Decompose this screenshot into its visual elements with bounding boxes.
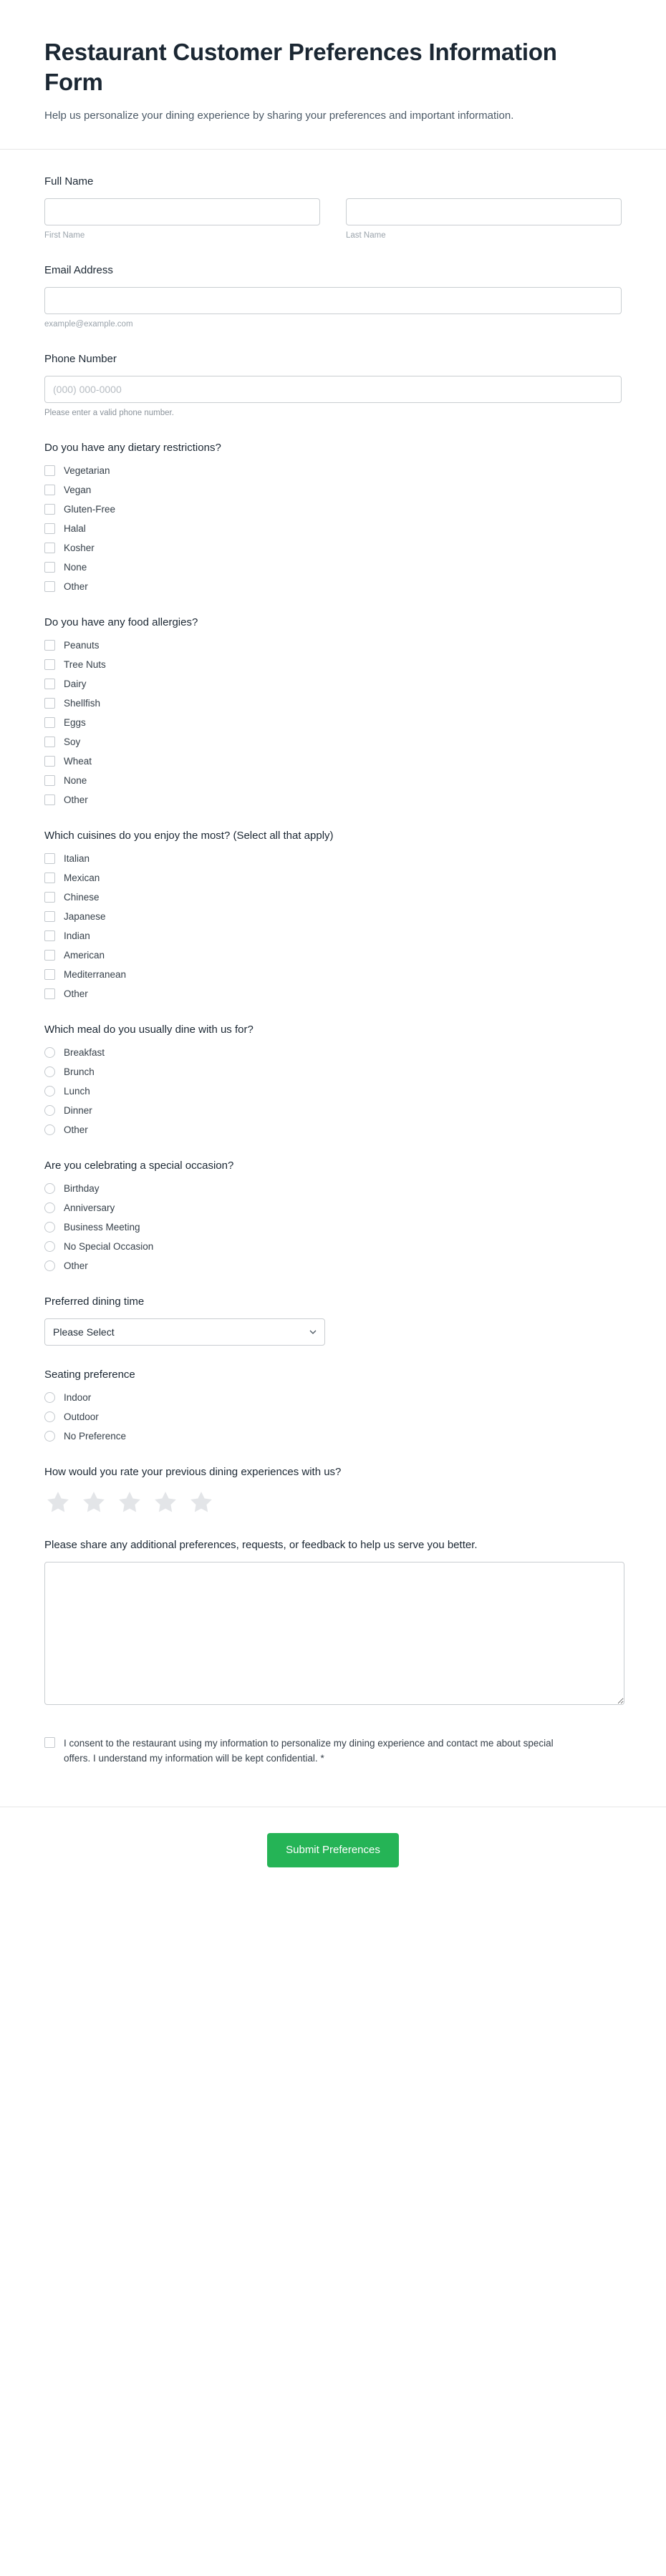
radio-row[interactable] bbox=[44, 1046, 622, 1059]
choice-label: Breakfast bbox=[64, 1046, 105, 1058]
dietary-label: Do you have any dietary restrictions? bbox=[44, 441, 221, 454]
checkbox-icon[interactable] bbox=[44, 640, 55, 651]
star-icon[interactable] bbox=[80, 1489, 107, 1516]
required-marker: * bbox=[320, 1753, 324, 1764]
radio-icon[interactable] bbox=[44, 1202, 55, 1213]
choice-label: Japanese bbox=[64, 910, 106, 922]
last-name-input[interactable] bbox=[346, 198, 622, 225]
choice-label: Soy bbox=[64, 736, 81, 747]
checkbox-icon[interactable] bbox=[44, 543, 55, 553]
radio-icon[interactable] bbox=[44, 1047, 55, 1058]
dining-time-select[interactable] bbox=[44, 1318, 325, 1346]
radio-icon[interactable] bbox=[44, 1431, 55, 1442]
submit-button[interactable]: Submit Preferences bbox=[267, 1833, 399, 1867]
star-icon[interactable] bbox=[188, 1489, 215, 1516]
choice-label: American bbox=[64, 949, 105, 961]
checkbox-icon[interactable] bbox=[44, 504, 55, 515]
choice-label: Business Meeting bbox=[64, 1221, 140, 1233]
rating-stars[interactable] bbox=[44, 1489, 622, 1516]
choice-label: Other bbox=[64, 794, 88, 805]
checkbox-icon[interactable] bbox=[44, 737, 55, 747]
checkbox-row[interactable] bbox=[44, 968, 622, 981]
choice-label: Indoor bbox=[64, 1391, 92, 1403]
checkbox-icon[interactable] bbox=[44, 679, 55, 689]
consent-checkbox-icon[interactable] bbox=[44, 1737, 55, 1748]
star-icon[interactable] bbox=[44, 1489, 72, 1516]
radio-icon[interactable] bbox=[44, 1086, 55, 1097]
field-cuisines bbox=[44, 828, 622, 1001]
last-name-group bbox=[346, 198, 622, 241]
field-dietary-restrictions bbox=[44, 440, 622, 593]
first-name-input[interactable] bbox=[44, 198, 320, 225]
checkbox-icon[interactable] bbox=[44, 562, 55, 573]
choice-label: Chinese bbox=[64, 891, 100, 903]
allergies-options bbox=[44, 639, 622, 807]
choice-label: Kosher bbox=[64, 542, 95, 553]
occasion-label: Are you celebrating a special occasion? bbox=[44, 1159, 234, 1172]
checkbox-icon[interactable] bbox=[44, 775, 55, 786]
meal-label: Which meal do you usually dine with us for? bbox=[44, 1023, 254, 1036]
field-phone bbox=[44, 351, 622, 419]
phone-field[interactable] bbox=[44, 376, 622, 403]
checkbox-row[interactable] bbox=[44, 503, 622, 516]
choice-label: Other bbox=[64, 988, 88, 999]
dietary-options bbox=[44, 465, 622, 593]
radio-row[interactable] bbox=[44, 1104, 622, 1117]
radio-icon[interactable] bbox=[44, 1105, 55, 1116]
checkbox-icon[interactable] bbox=[44, 659, 55, 670]
choice-label: No Special Occasion bbox=[64, 1240, 154, 1252]
checkbox-row[interactable] bbox=[44, 872, 622, 885]
cuisines-label: Which cuisines do you enjoy the most? (Select all that apply) bbox=[44, 829, 334, 842]
checkbox-icon[interactable] bbox=[44, 698, 55, 709]
choice-label: No Preference bbox=[64, 1430, 127, 1442]
checkbox-row[interactable] bbox=[44, 755, 622, 768]
page-title: Restaurant Customer Preferences Information Form bbox=[44, 39, 557, 96]
radio-row[interactable] bbox=[44, 1202, 622, 1215]
checkbox-row[interactable] bbox=[44, 852, 622, 865]
field-rating bbox=[44, 1464, 622, 1516]
choice-label: Shellfish bbox=[64, 697, 101, 709]
checkbox-icon[interactable] bbox=[44, 523, 55, 534]
page-subtitle: Help us personalize your dining experience by sharing your preferences and important information. bbox=[44, 110, 514, 122]
choice-label: Lunch bbox=[64, 1085, 90, 1097]
checkbox-row[interactable] bbox=[44, 949, 622, 962]
checkbox-row[interactable] bbox=[44, 484, 622, 497]
first-name-group bbox=[44, 198, 320, 241]
choice-label: Dairy bbox=[64, 678, 87, 689]
field-food-allergies bbox=[44, 615, 622, 807]
field-full-name bbox=[44, 174, 622, 241]
seating-options bbox=[44, 1391, 622, 1443]
choice-label: Indian bbox=[64, 930, 90, 941]
radio-row[interactable] bbox=[44, 1124, 622, 1137]
rating-label: How would you rate your previous dining experiences with us? bbox=[44, 1465, 342, 1478]
choice-label: Brunch bbox=[64, 1066, 95, 1077]
field-additional-comments bbox=[44, 1537, 622, 1709]
checkbox-icon[interactable] bbox=[44, 911, 55, 922]
checkbox-icon[interactable] bbox=[44, 581, 55, 592]
radio-icon[interactable] bbox=[44, 1124, 55, 1135]
form-body bbox=[0, 150, 666, 1788]
field-special-occasion bbox=[44, 1158, 622, 1273]
choice-label: Eggs bbox=[64, 716, 86, 728]
choice-label: Italian bbox=[64, 852, 90, 864]
radio-icon[interactable] bbox=[44, 1222, 55, 1233]
phone-sublabel: Please enter a valid phone number. bbox=[44, 408, 174, 417]
checkbox-row[interactable] bbox=[44, 697, 622, 710]
choice-label: Outdoor bbox=[64, 1411, 99, 1422]
checkbox-icon[interactable] bbox=[44, 717, 55, 728]
field-email bbox=[44, 263, 622, 330]
first-name-sublabel: First Name bbox=[44, 230, 85, 240]
choice-label: Tree Nuts bbox=[64, 658, 106, 670]
radio-icon[interactable] bbox=[44, 1392, 55, 1403]
full-name-label: Full Name bbox=[44, 175, 94, 188]
choice-label: Peanuts bbox=[64, 639, 100, 651]
choice-label: Mediterranean bbox=[64, 968, 127, 980]
email-field[interactable] bbox=[44, 287, 622, 314]
choice-label: Dinner bbox=[64, 1104, 92, 1116]
checkbox-row[interactable] bbox=[44, 736, 622, 749]
choice-label: Birthday bbox=[64, 1182, 100, 1194]
checkbox-icon[interactable] bbox=[44, 853, 55, 864]
checkbox-icon[interactable] bbox=[44, 873, 55, 883]
seating-label: Seating preference bbox=[44, 1368, 135, 1381]
checkbox-icon[interactable] bbox=[44, 756, 55, 767]
radio-icon[interactable] bbox=[44, 1241, 55, 1252]
checkbox-row[interactable] bbox=[44, 561, 622, 574]
additional-label: Please share any additional preferences, requests, or feedback to help us serve you better. bbox=[44, 1538, 478, 1551]
choice-label: Vegan bbox=[64, 484, 92, 495]
field-seating-preference bbox=[44, 1367, 622, 1443]
radio-icon[interactable] bbox=[44, 1411, 55, 1422]
choice-label: Other bbox=[64, 1260, 88, 1271]
radio-icon[interactable] bbox=[44, 1260, 55, 1271]
choice-label: None bbox=[64, 774, 87, 786]
choice-label: Anniversary bbox=[64, 1202, 115, 1213]
additional-textarea[interactable] bbox=[44, 1562, 624, 1705]
checkbox-row[interactable] bbox=[44, 580, 622, 593]
checkbox-row[interactable] bbox=[44, 891, 622, 904]
choice-label: Other bbox=[64, 1124, 88, 1135]
dining-time-label: Preferred dining time bbox=[44, 1295, 145, 1308]
checkbox-row[interactable] bbox=[44, 716, 622, 729]
full-name-row bbox=[44, 198, 622, 241]
star-icon[interactable] bbox=[152, 1489, 179, 1516]
checkbox-row[interactable] bbox=[44, 988, 622, 1001]
email-label: Email Address bbox=[44, 263, 113, 276]
checkbox-icon[interactable] bbox=[44, 892, 55, 903]
choice-label: Wheat bbox=[64, 755, 92, 767]
radio-icon[interactable] bbox=[44, 1183, 55, 1194]
consent-text-wrap bbox=[64, 1736, 565, 1766]
email-sublabel: example@example.com bbox=[44, 319, 133, 329]
checkbox-icon[interactable] bbox=[44, 794, 55, 805]
last-name-sublabel: Last Name bbox=[346, 230, 386, 240]
radio-row[interactable] bbox=[44, 1221, 622, 1234]
radio-row[interactable] bbox=[44, 1260, 622, 1273]
choice-label: Vegetarian bbox=[64, 465, 110, 476]
allergies-label: Do you have any food allergies? bbox=[44, 616, 198, 628]
consent-text: I consent to the restaurant using my information to personalize my dining experience and contact me about special offers. I understand my information will be kept confidential. bbox=[64, 1737, 554, 1764]
checkbox-icon[interactable] bbox=[44, 485, 55, 495]
checkbox-row[interactable] bbox=[44, 542, 622, 555]
checkbox-row[interactable] bbox=[44, 930, 622, 943]
consent-row[interactable] bbox=[44, 1733, 622, 1766]
radio-row[interactable] bbox=[44, 1240, 622, 1253]
radio-row[interactable] bbox=[44, 1430, 622, 1443]
radio-row[interactable] bbox=[44, 1391, 622, 1404]
field-dining-time bbox=[44, 1294, 622, 1346]
choice-label: Halal bbox=[64, 523, 86, 534]
radio-row[interactable] bbox=[44, 1085, 622, 1098]
checkbox-icon[interactable] bbox=[44, 930, 55, 941]
choice-label: Other bbox=[64, 580, 88, 592]
checkbox-row[interactable] bbox=[44, 678, 622, 691]
checkbox-row[interactable] bbox=[44, 774, 622, 787]
star-icon[interactable] bbox=[116, 1489, 143, 1516]
form-header bbox=[0, 0, 666, 150]
checkbox-row[interactable] bbox=[44, 910, 622, 923]
checkbox-row[interactable] bbox=[44, 794, 622, 807]
meal-options bbox=[44, 1046, 622, 1137]
radio-row[interactable] bbox=[44, 1411, 622, 1424]
checkbox-icon[interactable] bbox=[44, 969, 55, 980]
dining-time-select-wrap bbox=[44, 1318, 325, 1346]
checkbox-icon[interactable] bbox=[44, 465, 55, 476]
choice-label: Gluten-Free bbox=[64, 503, 116, 515]
phone-label: Phone Number bbox=[44, 352, 117, 365]
checkbox-icon[interactable] bbox=[44, 950, 55, 961]
form-footer bbox=[0, 1807, 666, 1900]
checkbox-row[interactable] bbox=[44, 658, 622, 671]
checkbox-row[interactable] bbox=[44, 523, 622, 535]
checkbox-row[interactable] bbox=[44, 465, 622, 477]
occasion-options bbox=[44, 1182, 622, 1273]
choice-label: None bbox=[64, 561, 87, 573]
radio-icon[interactable] bbox=[44, 1066, 55, 1077]
choice-label: Mexican bbox=[64, 872, 100, 883]
radio-row[interactable] bbox=[44, 1066, 622, 1079]
cuisines-options bbox=[44, 852, 622, 1001]
checkbox-row[interactable] bbox=[44, 639, 622, 652]
radio-row[interactable] bbox=[44, 1182, 622, 1195]
checkbox-icon[interactable] bbox=[44, 988, 55, 999]
field-meal bbox=[44, 1022, 622, 1137]
